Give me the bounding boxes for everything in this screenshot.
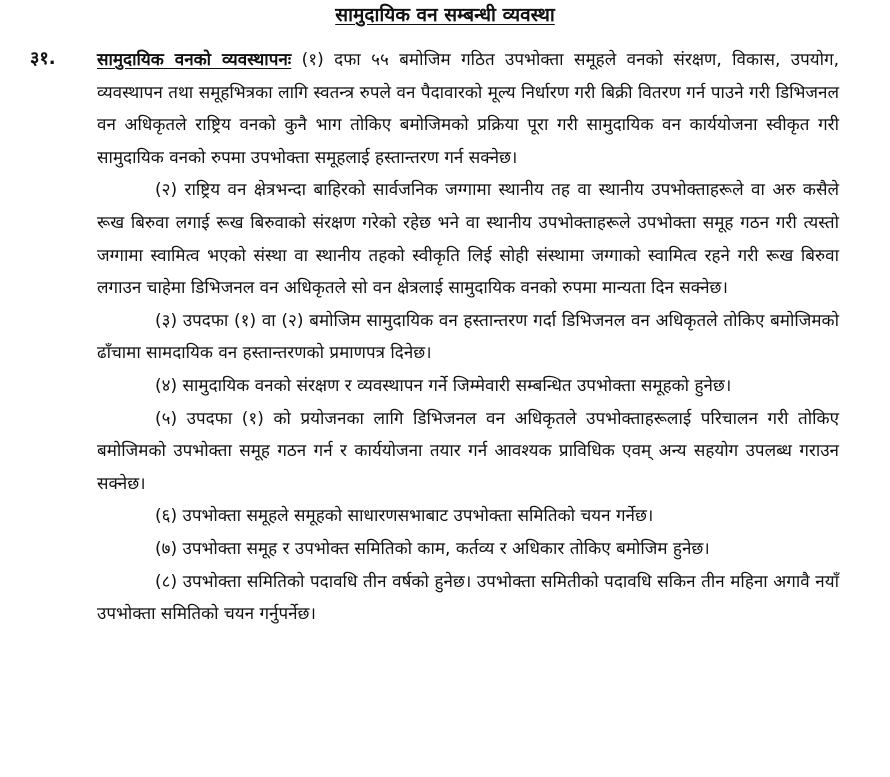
paragraph-4: (४) सामुदायिक वनको संरक्षण र व्यवस्थापन गर्ने जिम्मेवारी सम्बन्धित उपभोक्ता समूहको हुनेछ। — [155, 375, 732, 396]
paragraph-6: (६) उपभोक्ता समूहले समूहको साधारणसभाबाट उपभोक्ता समितिको चयन गर्नेछ। — [155, 506, 654, 527]
paragraph-1-text: (१) दफा ५५ बमोजिम गठित उपभोक्ता समूहले वनको संरक्षण, विकास, उपयोग, व्यवस्थापन तथा समूहभित्रका लागि स्वतन्त्र रुपले वन पैदावारको मूल्य निर्धारण गरी बिक्री वितरण गर्न पाउने गरी डिभिजनल वन अधिकृतले राष्ट्रिय वनको कुनै भाग तोकिए बमोजिमको प्रक्रिया पूरा गरी सामुदायिक वन कार्ययोजना स्वीकृत गरी सामुदायिक वनको रुपमा उपभोक्ता समूहलाई हस्तान्तरण गर्न सक्नेछ। — [97, 50, 839, 168]
paragraph-1 — [97, 44, 839, 174]
paragraph-2: (२) राष्ट्रिय वन क्षेत्रभन्दा बाहिरको सार्वजनिक जग्गामा स्थानीय तह वा स्थानीय उपभोक्ताहरूले वा अरु कसैले रूख बिरुवा लगाई रूख बिरुवाको संरक्षण गरेको रहेछ भने वा स्थानीय उपभोक्ताहरूले उपभोक्ता समूह गठन गरी त्यस्तो जग्गामा स्वामित्व भएको संस्था वा स्थानीय तहको स्वीकृति लिई सोही संस्थामा जग्गाको स्वामित्व रहने गरी रूख बिरुवा लगाउन चाहेमा डिभिजनल वन अधिकृतले सो वन क्षेत्रलाई सामुदायिक वनको रुपमा मान्यता दिन सक्नेछ। — [97, 180, 839, 299]
paragraph-7: (७) उपभोक्ता समूह र उपभोक्त समितिको काम, कर्तव्य र अधिकार तोकिए बमोजिम हुनेछ। — [155, 538, 710, 559]
section-number: ३१. — [30, 48, 56, 69]
section-heading: सामुदायिक वनको व्यवस्थापनः — [97, 50, 292, 70]
section-body — [97, 44, 839, 631]
paragraph-5: (५) उपदफा (१) को प्रयोजनका लागि डिभिजनल वन अधिकृतले उपभोक्ताहरूलाई परिचालन गरी तोकिए बमोजिमको उपभोक्ता समूह गठन गर्न र कार्ययोजना तयार गर्न आवश्यक प्राविधिक एवम् अन्य सहयोग उपलब्ध गराउन सक्नेछ। — [97, 408, 839, 494]
document-title — [0, 2, 890, 28]
document-title-text: सामुदायिक वन सम्बन्धी व्यवस्था — [335, 4, 555, 26]
paragraph-3: (३) उपदफा (१) वा (२) बमोजिम सामुदायिक वन हस्तान्तरण गर्दा डिभिजनल वन अधिकृतले तोकिए बमोजिमको ढाँचामा सामदायिक वन हस्तान्तरणको प्रमाणपत्र दिनेछ। — [97, 310, 839, 364]
paragraph-8: (८) उपभोक्ता समितिको पदावधि तीन वर्षको हुनेछ। उपभोक्ता समितीको पदावधि सकिन तीन महिना अगावै नयाँ उपभोक्ता समितिको चयन गर्नुपर्नेछ। — [97, 571, 839, 625]
